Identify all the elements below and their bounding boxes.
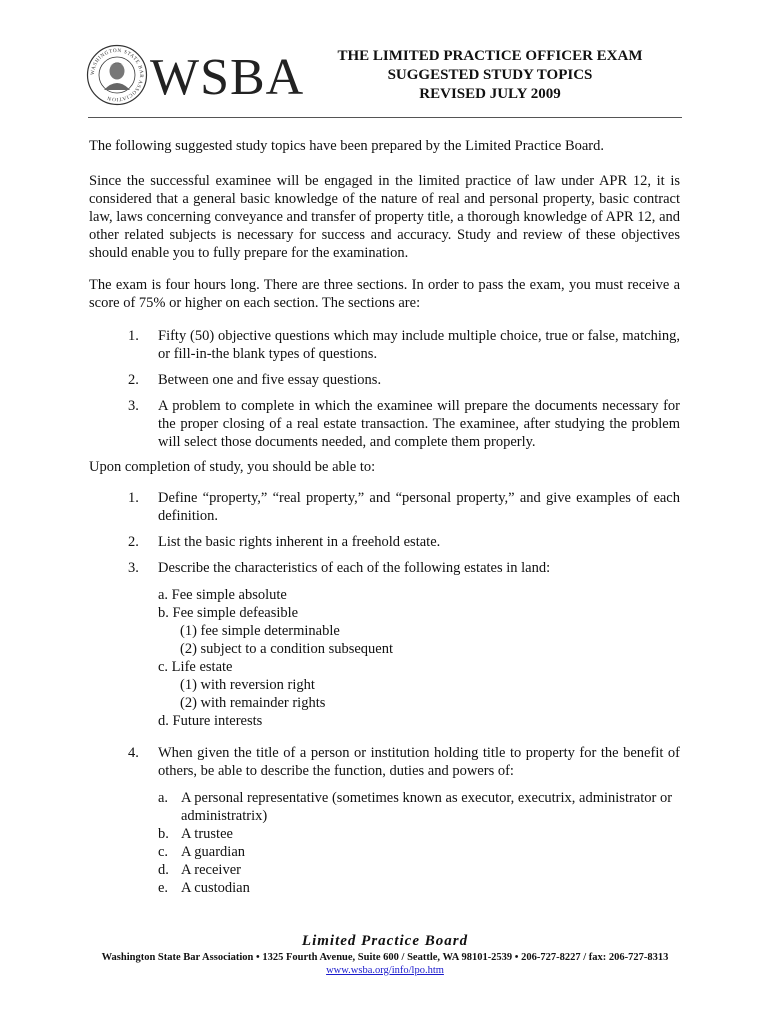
list-item-text: Fifty (50) objective questions which may include multiple choice, true or false, matching, or fill-in-the blank types of questions. bbox=[158, 328, 680, 362]
estate-subitem: (1) fee simple determinable bbox=[180, 623, 340, 639]
list-marker: c. bbox=[158, 844, 169, 860]
objectives-intro: Upon completion of study, you should be able to: bbox=[89, 459, 376, 475]
list-item bbox=[128, 397, 680, 451]
list-item bbox=[158, 861, 680, 879]
list-item bbox=[158, 825, 680, 843]
list-marker: a. bbox=[158, 790, 169, 806]
footer-address: Washington State Bar Association • 1325 Fourth Avenue, Suite 600 / Seattle, WA 98101-2539 • 206-727-8227 / fax: 206-727-8313 bbox=[101, 952, 669, 963]
list-item-text: A guardian bbox=[181, 844, 246, 860]
footer-url bbox=[0, 964, 770, 977]
list-marker: 1. bbox=[128, 490, 139, 506]
list-item bbox=[128, 327, 680, 363]
list-marker: b. bbox=[158, 826, 169, 842]
estate-item: a. Fee simple absolute bbox=[158, 587, 287, 603]
list-item bbox=[128, 559, 680, 577]
estate-subitem: (1) with reversion right bbox=[180, 677, 315, 693]
list-item-text: When given the title of a person or institution holding title to property for the benefit of others, be able to describe the function, duties and powers of: bbox=[158, 745, 680, 779]
list-item-text: Define “property,” “real property,” and “personal property,” and give examples of each definition. bbox=[158, 490, 680, 524]
title-line-1: THE LIMITED PRACTICE OFFICER EXAM bbox=[337, 48, 643, 64]
list-item-text: A custodian bbox=[181, 880, 250, 896]
list-item bbox=[128, 371, 680, 389]
svg-text:WASHINGTON STATE BAR ASSOCIATI: WASHINGTON STATE BAR ASSOCIATION bbox=[89, 47, 145, 103]
list-item-text: A trustee bbox=[181, 826, 233, 842]
objective-4 bbox=[128, 744, 680, 780]
objectives-list bbox=[128, 489, 680, 577]
list-item bbox=[128, 533, 680, 551]
list-item bbox=[158, 789, 680, 825]
list-marker: d. bbox=[158, 862, 169, 878]
knowledge-paragraph: Since the successful examinee will be engaged in the limited practice of law under APR 12, it is considered that a general basic knowledge of the nature of real and personal property, basic contract law, laws concerning conveyance and transfer of property title, a thorough knowledge of APR 12, and other related subjects is necessary for success and accuracy. Study and review of these objectives should enable you to fully prepare for the examination. bbox=[89, 173, 680, 261]
estate-subitem: (2) subject to a condition subsequent bbox=[180, 641, 394, 657]
list-item bbox=[158, 843, 680, 861]
list-marker: 1. bbox=[128, 328, 139, 344]
list-marker: 2. bbox=[128, 534, 139, 550]
website-link[interactable]: www.wsba.org/info/lpo.htm bbox=[326, 965, 444, 976]
list-marker: 3. bbox=[128, 560, 139, 576]
wsba-wordmark: WSBA bbox=[150, 49, 305, 106]
title-line-3: REVISED JULY 2009 bbox=[419, 86, 561, 102]
document-title bbox=[300, 47, 680, 104]
exam-sections-list bbox=[128, 327, 680, 451]
estate-subitem: (2) with remainder rights bbox=[180, 695, 326, 711]
list-marker: e. bbox=[158, 880, 169, 896]
list-item-text: List the basic rights inherent in a freehold estate. bbox=[158, 534, 441, 550]
list-item bbox=[158, 879, 680, 897]
estate-item: c. Life estate bbox=[158, 659, 233, 675]
header-divider bbox=[88, 117, 682, 118]
fiduciaries-list bbox=[158, 789, 680, 897]
intro-paragraph: The following suggested study topics have been prepared by the Limited Practice Board. bbox=[89, 138, 605, 154]
estate-item: b. Fee simple defeasible bbox=[158, 605, 299, 621]
exam-paragraph: The exam is four hours long. There are three sections. In order to pass the exam, you must receive a score of 75% or higher on each section. The sections are: bbox=[89, 277, 680, 311]
seal-icon bbox=[86, 44, 148, 106]
list-item-text: Between one and five essay questions. bbox=[158, 372, 382, 388]
list-item-text: Describe the characteristics of each of the following estates in land: bbox=[158, 560, 551, 576]
footer-board-name: Limited Practice Board bbox=[301, 933, 469, 949]
list-item-text: A personal representative (sometimes known as executor, executrix, administrator or administratrix) bbox=[181, 790, 673, 824]
estate-item: d. Future interests bbox=[158, 713, 263, 729]
title-line-2: SUGGESTED STUDY TOPICS bbox=[387, 67, 593, 83]
list-item bbox=[128, 489, 680, 525]
list-marker: 4. bbox=[128, 745, 139, 761]
wsba-logo bbox=[86, 44, 305, 108]
list-marker: 3. bbox=[128, 398, 139, 414]
list-marker: 2. bbox=[128, 372, 139, 388]
estates-list bbox=[158, 586, 393, 730]
list-item bbox=[128, 744, 680, 780]
list-item-text: A receiver bbox=[181, 862, 241, 878]
list-item-text: A problem to complete in which the examinee will prepare the documents necessary for the proper closing of a real estate transaction. The examinee, after studying the problem will select those documents needed, and complete them properly. bbox=[158, 398, 680, 450]
